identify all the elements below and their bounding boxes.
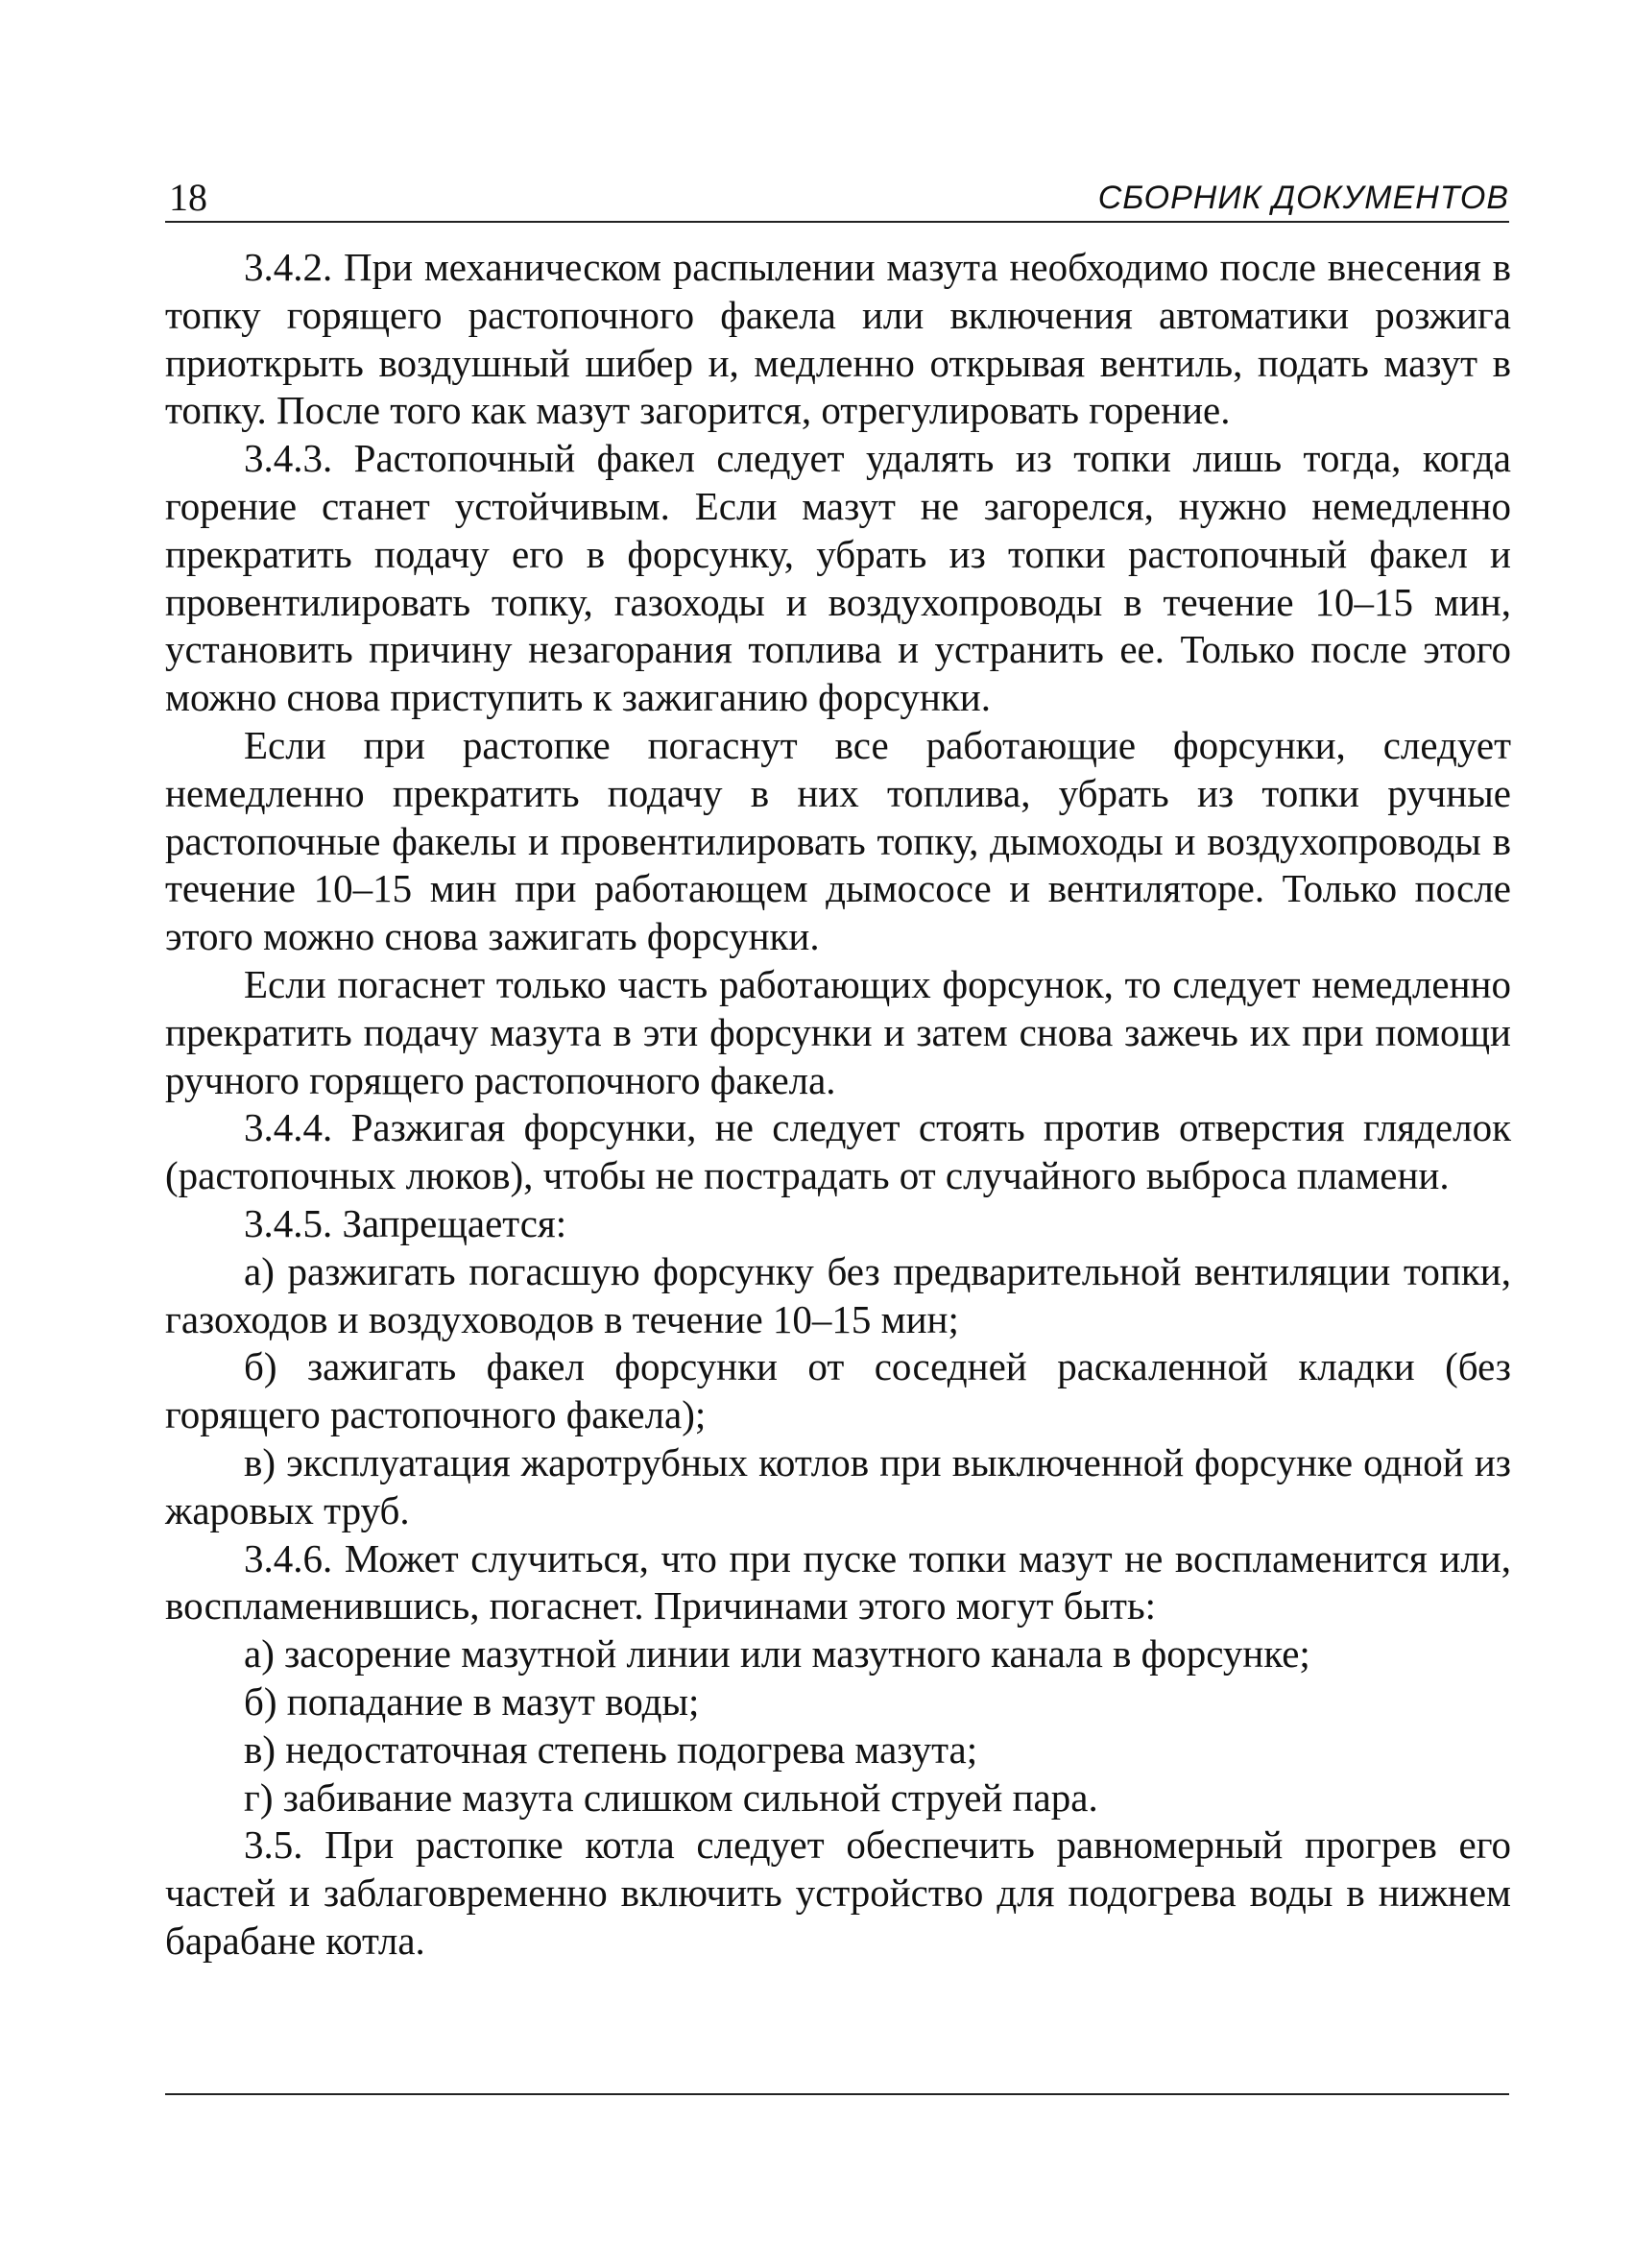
paragraph: 3.4.4. Разжигая форсунки, не следует стоять против отверстия гляделок (растопочных люков), чтобы не пострадать от случайного выброса пламени. xyxy=(165,1105,1511,1198)
paragraph: 3.4.5. Запрещается: xyxy=(244,1200,567,1245)
list-item: в) недостаточная степень подогрева мазута; xyxy=(244,1726,978,1772)
paragraph: Если погаснет только часть работающих форсунок, то следует немедленно прекратить подачу мазута в эти форсунки и затем снова зажечь их при помощи ручного горящего растопочного факела. xyxy=(165,961,1511,1102)
paragraph: 3.4.3. Растопочный факел следует удалять из топки лишь тогда, когда горение станет устойчивым. Если мазут не загорелся, нужно немедленно прекратить подачу его в форсунку, убрать из топки растопочный факел и провентилировать топку, газоходы и воздухопроводы в течение 10–15 мин, установить причину незагорания топлива и устранить ее. Только после этого можно снова приступить к зажиганию форсунки. xyxy=(165,436,1511,720)
list-item: а) засорение мазутной линии или мазутного канала в форсунке; xyxy=(244,1631,1310,1677)
page-number: 18 xyxy=(169,176,207,219)
paragraph: Если при растопке погаснут все работающие форсунки, следует немедленно прекратить подачу в них топлива, убрать из топки ручные растопочные факелы и провентилировать топку, дымоходы и воздухопроводы в течение 10–15 мин при работающем дымососе и вентиляторе. Только после этого можно снова зажигать форсунки. xyxy=(165,722,1511,959)
list-item: б) зажигать факел форсунки от соседней раскаленной кладки (без горящего растопочного факела); xyxy=(165,1344,1511,1437)
bottom-rule xyxy=(165,2093,1509,2095)
running-head: СБОРНИК ДОКУМЕНТОВ xyxy=(1097,180,1509,216)
list-item: б) попадание в мазут воды; xyxy=(244,1678,700,1724)
list-item: г) забивание мазута слишком сильной струей пара. xyxy=(244,1774,1098,1820)
paragraph: 3.4.6. Может случиться, что при пуске топки мазут не воспламенится или, воспламенившись, погаснет. Причинами этого могут быть: xyxy=(165,1535,1511,1629)
body-text xyxy=(165,244,1511,1966)
list-item: в) эксплуатация жаротрубных котлов при выключенной форсунке одной из жаровых труб. xyxy=(165,1439,1511,1532)
paragraph: 3.4.2. При механическом распылении мазута необходимо после внесения в топку горящего растопочного факела или включения автоматики розжига приоткрыть воздушный шибер и, медленно открывая вентиль, подать мазут в топку. После того как мазут загорится, отрегулировать горение. xyxy=(165,245,1511,433)
page-header xyxy=(165,171,1509,223)
list-item: а) разжигать погасшую форсунку без предварительной вентиляции топки, газоходов и воздуховодов в течение 10–15 мин; xyxy=(165,1248,1511,1341)
paragraph: 3.5. При растопке котла следует обеспечить равномерный прогрев его частей и заблаговременно включить устройство для подогрева воды в нижнем барабане котла. xyxy=(165,1822,1511,1963)
